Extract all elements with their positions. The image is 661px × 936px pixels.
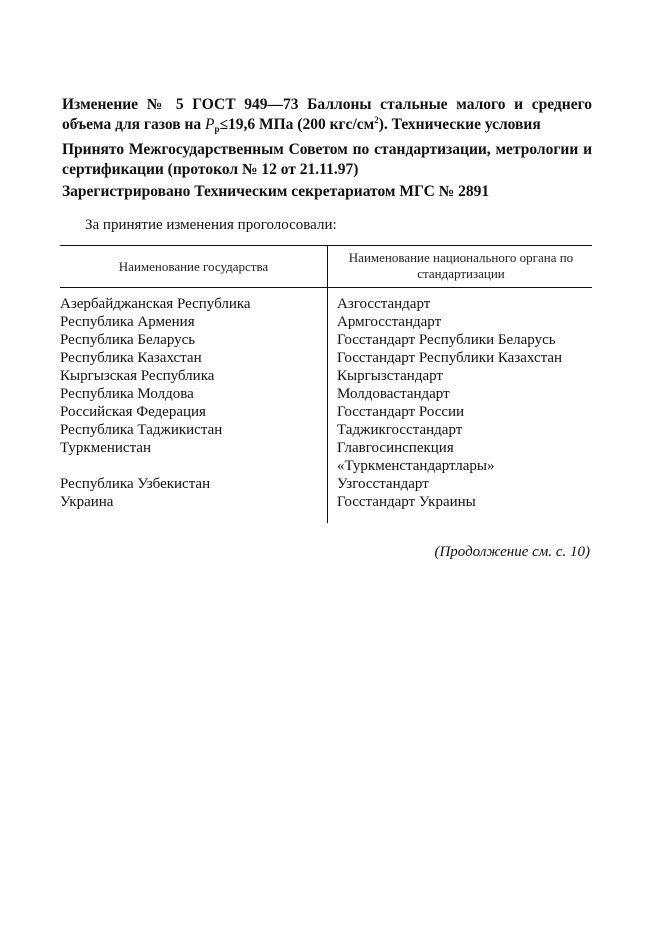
state-name: Республика Узбекистан [60,476,211,492]
organ-name: Госстандарт Украины [337,494,476,510]
table-header-rule [60,287,592,288]
unit-superscript: 2 [374,115,379,125]
organ-name: Таджикгосстандарт [337,422,463,438]
column-header-organ: Наименование национального органа по стандартизации [348,250,574,281]
column-header-state: Наименование государства [118,259,269,274]
adoption-statement: Принято Межгосударственным Советом по стандартизации, метрологии и сертификации (протокол № 12 от 21.11.97) [62,141,592,178]
registration-statement: Зарегистрировано Техническим секретариатом МГС № 2891 [62,183,490,200]
organ-name: Молдовастандарт [337,386,450,402]
pressure-subscript: р [214,124,220,134]
voting-intro: За принятие изменения проголосовали: [85,217,337,233]
state-name: Республика Молдова [60,386,194,402]
state-name: Азербайджанская Республика [60,296,251,312]
continuation-note: (Продолжение см. с. 10) [434,544,590,560]
organ-name: Госстандарт Республики Беларусь [337,332,556,348]
organ-name: Госстандарт Республики Казахстан [337,350,563,366]
pressure-value: ≤19,6 МПа (200 кгс/см [219,116,375,133]
organ-name: Кыргызстандарт [337,368,443,384]
amendment-title-text: Изменение № 5 ГОСТ 949—73 Баллоны стальные малого и среднего объема для газов на [62,96,592,133]
organ-name: Армгосстандарт [337,314,442,330]
state-name: Российская Федерация [60,404,206,420]
state-name: Республика Таджикистан [60,422,223,438]
table-top-rule [60,245,592,246]
amendment-title-suffix: ). Технические условия [378,116,541,133]
pressure-symbol: P [205,116,215,133]
state-name: Украина [60,494,114,510]
organ-list [337,295,592,511]
amendment-title [62,95,592,136]
organ-name: Главгосинспекция «Туркменстандартлары» [337,440,495,474]
state-name: Республика Беларусь [60,332,196,348]
organ-name: Азгосстандарт [337,296,431,312]
state-name: Республика Казахстан [60,350,202,366]
state-name: Кыргызская Республика [60,368,215,384]
state-name: Республика Армения [60,314,195,330]
organ-name: Узгосстандарт [337,476,429,492]
table-column-divider [327,245,328,523]
organ-name: Госстандарт России [337,404,465,420]
voting-table [60,245,592,523]
state-name: Туркменистан [60,440,151,456]
state-list [60,295,322,511]
